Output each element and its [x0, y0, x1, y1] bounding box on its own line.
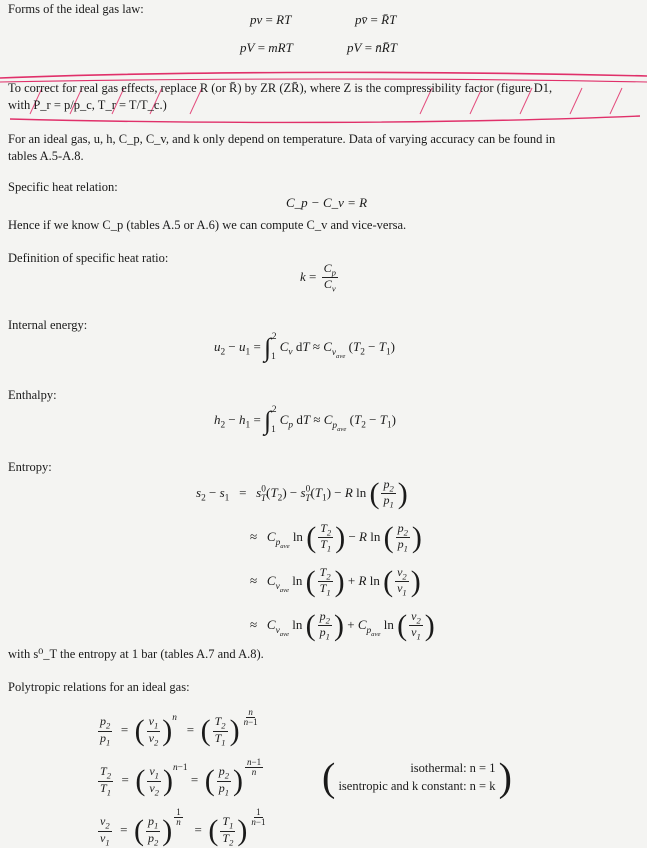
gas-law-eq-2a: pV = mRT — [240, 40, 293, 55]
intro-text: Forms of the ideal gas law: — [8, 2, 144, 16]
entropy-label: Entropy: — [8, 460, 52, 474]
ratio-equation: k = $\frac{C_p}{C_v}$ — [300, 261, 336, 294]
ideal-gas-line-1: For an ideal gas, u, h, C_p, C_v, and k only depend on temperature. Data of varying accuracy can be found in — [8, 132, 556, 146]
enthalpy-label: Enthalpy: — [8, 388, 57, 402]
real-gas-line-1: To correct for real gas effects, replace R (or R̄) by ZR (ZR̄), where Z is the compressibility factor (figure D1, — [8, 81, 553, 95]
gas-law-eq-1b: pv̄ = R̄T — [355, 12, 397, 27]
ratio-label: Definition of specific heat ratio: — [8, 251, 169, 265]
hence-text: Hence if we know C_p (tables A.5 or A.6) we can compute C_v and vice-versa. — [8, 218, 407, 232]
entropy-note: with s⁰_T the entropy at 1 bar (tables A.7 and A.8). — [8, 647, 264, 661]
gas-law-eq-1a: pv = RT — [250, 12, 292, 27]
entropy-eq-3: ≈ $C_{v_{ave}}$ ln ( $\frac{T_2}{T_1}$ ) + R ln ( $\frac{v_2}{v_1}$ ) — [250, 564, 421, 598]
internal-energy-equation: $u_2 - u_1 = \int_1^2$ $C_v$ dT ≈ $C_{v_{ave}}$ $(T_2 - T_1)$ — [214, 332, 395, 363]
entropy-eq-4: ≈ $C_{v_{ave}}$ ln ( $\frac{p_2}{p_1}$ ) + $C_{p_{ave}}$ ln ( $\frac{v_2}{v_1}$ ) — [250, 608, 435, 642]
entropy-eq-2: ≈ $C_{p_{ave}}$ ln ( $\frac{T_2}{T_1}$ ) − R ln ( $\frac{p_2}{p_1}$ ) — [250, 520, 422, 554]
isentropic-case: isentropic and k constant: n = k — [338, 778, 496, 793]
polytropic-eq-3: $\frac{v_2}{v_1}$ = ( $\frac{p_1}{p_2}$ ) $^{\frac{1}{n}}$ = ( $\frac{T_1}{T_2}$ ) $^{\frac{1}{n-1}}$ — [100, 807, 266, 848]
polytropic-eq-2: $\frac{T_2}{T_1}$ = ( $\frac{v_1}{v_2}$ )$^{n-1}$ = ( $\frac{p_2}{p_1}$ ) $^{\frac{n-1}{n}}$ — [100, 757, 262, 798]
enthalpy-equation: $h_2 - h_1 = \int_1^2$ $C_p$ dT ≈ $C_{p_{ave}}$ $(T_2 - T_1)$ — [214, 405, 396, 436]
polytropic-cases: ( isothermal: n = 1 isentropic and k constant: n = k ) — [322, 754, 512, 800]
specific-heat-equation: C_p − C_v = R — [286, 195, 368, 210]
polytropic-eq-1: $\frac{p_2}{p_1}$ = ( $\frac{v_1}{v_2}$ )$^n$ = ( $\frac{T_2}{T_1}$ ) $^{\frac{n}{n-1}}$ — [100, 707, 258, 748]
polytropic-label: Polytropic relations for an ideal gas: — [8, 680, 190, 694]
ideal-gas-line-2: tables A.5-A.8. — [8, 149, 84, 163]
specific-heat-label: Specific heat relation: — [8, 180, 118, 194]
gas-law-eq-2b: pV = n̄R̄T — [347, 40, 397, 55]
entropy-eq-1: $s_2 - s_1 = s^0_T(T_2) - s^0_T(T_1) - R$ ln ( $\frac{p_2}{p_1}$ ) — [196, 476, 408, 510]
real-gas-line-2: with P_r = p/p_c, T_r = T/T_c.) — [8, 98, 167, 112]
isothermal-case: isothermal: n = 1 — [410, 761, 496, 775]
internal-energy-label: Internal energy: — [8, 318, 88, 332]
